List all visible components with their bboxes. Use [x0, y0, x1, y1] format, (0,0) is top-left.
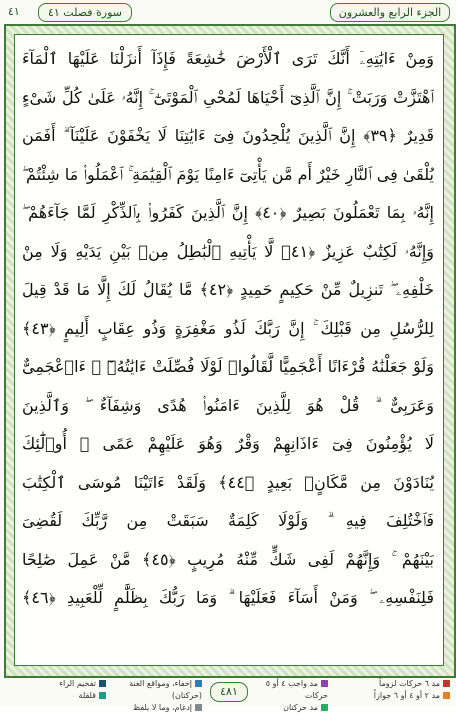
- verse-line: إِنَّهُۥ بِمَا تَعْمَلُونَ بَصِيرٌ ﴿٤٠﴾ إِنَّ ٱلَّذِينَ كَفَرُوا۟ بِٱلذِّكْرِ لَمَّا جَآءَهُمْ ۖ: [22, 203, 434, 222]
- color-swatch-icon: [99, 680, 106, 687]
- verse-line: فَلِنَفْسِهِۦ ۖ وَمَنْ أَسَآءَ فَعَلَيْهَا ۗ وَمَا رَبُّكَ بِظَلَّٰمٍ لِّلْعَبِيدِ ﴿٤٦﴾: [22, 588, 434, 607]
- verse-line: فَٱخْتُلِفَ فِيهِ ۗ وَلَوْلَا كَلِمَةٌ سَبَقَتْ مِن رَّبِّكَ لَقُضِىَ: [22, 511, 434, 530]
- verse-line: لِلرُّسُلِ مِن قَبْلِكَ ۚ إِنَّ رَبَّكَ لَذُو مَغْفِرَةٍ وَذُو عِقَابٍ أَلِيمٍ ﴿٤٣﴾: [22, 318, 434, 338]
- verse-line: وَعَرَبِىٌّ ۗ قُلْ هُوَ لِلَّذِينَ ءَامَنُوا۟ هُدًى وَشِفَآءٌ ۖ وَٱلَّذِينَ: [22, 395, 434, 415]
- verse-line: يُنَادَوْنَ مِن مَّكَانٍۭ بَعِيدٍ ﴿٤٤﴾ وَلَقَدْ ءَاتَيْنَا مُوسَى ٱلْكِتَٰبَ: [22, 472, 434, 492]
- verse-line: بَيْنَهُمْ ۚ وَإِنَّهُمْ لَفِى شَكٍّ مِّنْهُ مُرِيبٍ ﴿٤٥﴾ مَّنْ عَمِلَ صَٰلِحًا: [22, 549, 434, 569]
- legend-item: إدغام، وما لا يلفظ: [132, 703, 192, 712]
- verse-line: وَإِنَّهُۥ لَكِتَٰبٌ عَزِيزٌ ﴿٤١﴾ لَّا يَأْتِيهِ ٱلْبَٰطِلُ مِنۢ بَيْنِ يَدَيْهِ وَلَا مِنْ: [22, 241, 434, 261]
- juz-title: الجزء الرابع والعشرون: [330, 3, 450, 22]
- legend-item: مد ٢ أو ٤ أو ٦ جوازاً: [373, 691, 440, 700]
- tajweed-legend-mid-left: [112, 678, 202, 714]
- surah-number: ٤١: [8, 5, 20, 18]
- color-swatch-icon: [321, 680, 328, 687]
- color-swatch-icon: [321, 704, 328, 711]
- page-number: ٤٨١: [210, 682, 248, 702]
- legend-item: مد واجب ٤ أو ٥ حركات: [265, 679, 328, 700]
- verse-line: لَا يُؤْمِنُونَ فِىٓ ءَاذَانِهِمْ وَقْرٌ وَهُوَ عَلَيْهِمْ عَمًى ۚ أُو۟لَٰٓئِكَ: [22, 434, 434, 453]
- page-header: [0, 0, 456, 24]
- legend-item: تفخيم الراء: [59, 679, 96, 688]
- surah-title: سورة فصلت ٤١: [38, 3, 132, 22]
- verse-line: قَدِيرٌ ﴿٣٩﴾ إِنَّ ٱلَّذِينَ يُلْحِدُونَ فِىٓ ءَايَٰتِنَا لَا يَخْفَوْنَ عَلَيْنَآ ۗ أَفَمَن: [22, 126, 434, 145]
- verse-line: وَمِنْ ءَايَٰتِهِۦٓ أَنَّكَ تَرَى ٱلْأَرْضَ خَٰشِعَةً فَإِذَآ أَنزَلْنَا عَلَيْهَا ٱلْمَآءَ: [22, 49, 434, 68]
- tajweed-legend-mid-right: [248, 678, 328, 714]
- legend-item: مد ٦ حركات لزوماً: [379, 679, 440, 688]
- verse-lines: [22, 40, 434, 618]
- color-swatch-icon: [99, 692, 106, 699]
- verse-line: وَلَوْ جَعَلْنَٰهُ قُرْءَانًا أَعْجَمِيًّا لَّقَالُوا۟ لَوْلَا فُصِّلَتْ ءَايَٰتُهُۥٓ ۖ ءَا۬عْجَمِىٌّ: [22, 357, 434, 376]
- legend-item: إخفاء، ومواقع الغنة (حركتان): [129, 679, 202, 700]
- tajweed-legend-left: [6, 678, 106, 702]
- legend-item: قلقلة: [78, 691, 96, 700]
- page-footer: [0, 676, 456, 712]
- legend-item: مد حركتان: [283, 703, 318, 712]
- verse-line: يُلْقَىٰ فِى ٱلنَّارِ خَيْرٌ أَم مَّن يَأْتِىٓ ءَامِنًا يَوْمَ ٱلْقِيَٰمَةِ ۚ ٱعْمَلُوا۟ مَا شِئْتُمْ ۖ: [22, 164, 434, 184]
- color-swatch-icon: [195, 680, 202, 687]
- color-swatch-icon: [443, 692, 450, 699]
- color-swatch-icon: [443, 680, 450, 687]
- color-swatch-icon: [195, 704, 202, 711]
- tajweed-legend-right: [330, 678, 450, 702]
- verse-line: خَلْفِهِۦ ۖ تَنزِيلٌ مِّنْ حَكِيمٍ حَمِيدٍ ﴿٤٢﴾ مَّا يُقَالُ لَكَ إِلَّا مَا قَدْ قِيلَ: [22, 280, 434, 299]
- verse-line: ٱهْتَزَّتْ وَرَبَتْ ۚ إِنَّ ٱلَّذِىٓ أَحْيَاهَا لَمُحْىِ ٱلْمَوْتَىٰٓ ۚ إِنَّهُۥ عَلَىٰ كُلِّ شَىْءٍ: [22, 87, 434, 107]
